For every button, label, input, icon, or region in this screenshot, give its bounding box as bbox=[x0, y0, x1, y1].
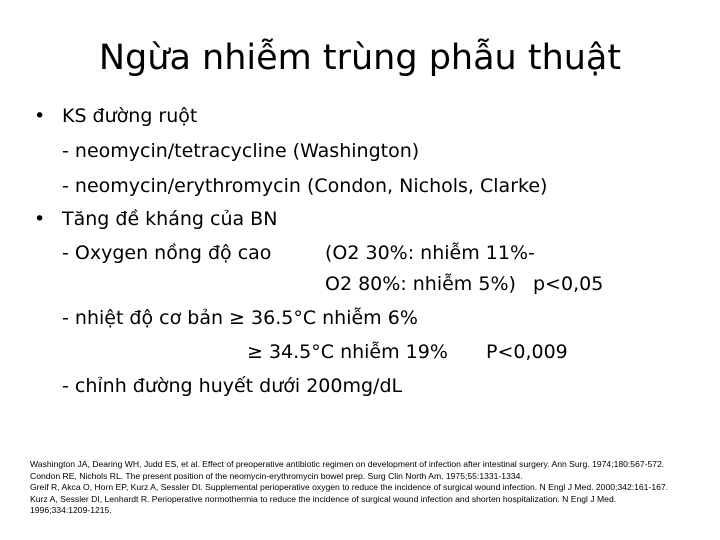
slide-title: Ngừa nhiễm trùng phẫu thuật bbox=[98, 38, 622, 78]
reference-item: 1996;334:1209-1215. bbox=[30, 505, 112, 516]
references bbox=[30, 459, 710, 517]
sub-item-oxygen-label: - Oxygen nồng độ cao bbox=[62, 242, 272, 264]
bullet-marker: • bbox=[34, 208, 46, 230]
sub-item-temperature: - nhiệt độ cơ bản ≥ 36.5°C nhiễm 6% bbox=[62, 307, 418, 329]
reference-item: Washington JA, Dearing WH, Judd ES, et al. Effect of preoperative antibiotic regimen on development of infection after intestinal surgery. Ann Surg. 1974;180:567-572. bbox=[30, 459, 665, 469]
temperature-34-result: ≥ 34.5°C nhiễm 19% bbox=[247, 341, 448, 363]
oxygen-80-result: O2 80%: nhiễm 5%) bbox=[325, 273, 516, 295]
reference-item: Condon RE, Nichols RL. The present position of the neomycin-erythromycin bowel prep. Surg Clin North Am. 1975;55:1331-1334. bbox=[30, 470, 523, 481]
reference-item: Greif R, Akca O, Horn EP, Kurz A, Sessler DI. Supplemental perioperative oxygen to reduce the incidence of surgical wound infection. N Engl J Med. 2000;342:161-167. bbox=[30, 482, 669, 493]
bullet-text-ks: KS đường ruột bbox=[62, 105, 198, 127]
oxygen-p-value: p<0,05 bbox=[533, 273, 604, 295]
bullet-text-resistance: Tăng đề kháng của BN bbox=[62, 208, 278, 230]
sub-item-glucose: - chỉnh đường huyết dưới 200mg/dL bbox=[62, 375, 403, 397]
temperature-p-value: P<0,009 bbox=[486, 341, 568, 363]
bullet-marker: • bbox=[34, 105, 46, 127]
oxygen-30-result: (O2 30%: nhiễm 11%- bbox=[325, 242, 535, 264]
sub-item-neomycin-erythromycin: - neomycin/erythromycin (Condon, Nichols, Clarke) bbox=[62, 175, 548, 197]
reference-item: Kurz A, Sessler DI, Lenhardt R. Perioperative normothermia to reduce the incidence of surgical wound infection and shorten hospitalization. N Engl J Med. bbox=[30, 493, 617, 504]
sub-item-neomycin-tetracycline: - neomycin/tetracycline (Washington) bbox=[62, 140, 420, 162]
